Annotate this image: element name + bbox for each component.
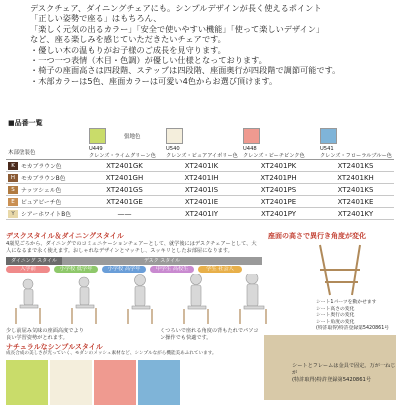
legend-line: シート奥行の変化	[316, 313, 355, 319]
fabric-code: U541	[320, 146, 334, 152]
growth-illustration	[6, 274, 296, 326]
fabric-header	[317, 126, 394, 160]
sku-cell: XT2401IS	[163, 184, 240, 196]
fabric-code: U449	[89, 146, 103, 152]
note-text	[292, 363, 396, 384]
intro-line: ・一つ一つ表情（木目・色調）が優しい仕様となっております。	[30, 55, 267, 66]
fabric-code: U448	[243, 146, 257, 152]
child-figure	[76, 277, 94, 308]
intro-line: など、座る楽しみを感じていただきたいチェアです。	[30, 34, 226, 45]
fabric-swatch	[89, 128, 106, 144]
fabric-header	[163, 126, 240, 160]
sku-cell: XT2401KE	[317, 196, 394, 208]
sku-cell: XT2401IK	[163, 160, 240, 172]
chair-lines	[16, 308, 266, 324]
fabric-swatch	[243, 128, 260, 144]
child-figure	[20, 279, 38, 308]
child-figure	[188, 274, 206, 309]
sku-cell: XT2401PK	[240, 160, 317, 172]
fabric-name: クレンズ・ピュアアイボリー色	[166, 153, 238, 159]
natural-text: 成長合成の美しさが光っていく、モダンのメッシュ素材など、シンプルながら機能美あふれています。	[6, 351, 217, 356]
section-heading-natural: ナチュラルなシンプルスタイル	[6, 343, 103, 351]
fabric-swatch	[320, 128, 337, 144]
fabric-code: U540	[166, 146, 180, 152]
legend-line: シート1パーツを動かせます	[316, 300, 377, 305]
sku-cell: XT2401GE	[86, 196, 163, 208]
fabric-photo	[94, 360, 136, 405]
fabric-label: 張地色	[124, 134, 141, 140]
caption-left: 少し前屈み気味の座面高度でより良い学習姿勢がとれます。	[6, 328, 84, 341]
wood-color-name: ピュアビーチ色	[21, 199, 62, 206]
fabric-photo	[6, 360, 48, 405]
sku-cell: XT2401PH	[240, 172, 317, 184]
sku-cell: XT2401IY	[163, 208, 240, 220]
sku-cell: XT2401GK	[86, 160, 163, 172]
note-line: (特許取得)特許登録第5420861号	[292, 377, 372, 383]
legend-line: (特許取得)特許登録第5420861号	[316, 326, 390, 332]
intro-line: ・優しい木の温もりがお子様のご成長を見守ります。	[30, 44, 226, 55]
caption-mid: くつろいで座れる角度の背もたれでパソコン操作でも快適です。	[160, 328, 259, 341]
intro-line: 「楽しく元気の出るカラー」「安全で使いやすい機能」「使って楽しいデザイン」	[30, 23, 325, 34]
stage-bar	[6, 257, 262, 265]
sku-cell: XT2401KY	[317, 208, 394, 220]
desk-style-text: 4歳児ごろから、ダイニングでのコミュニケーションチェアーとして、就学後にはデスクチェアーとして、大人になるまで永く使えます。おしゃれなデザインとマッチし、スッキリとしたお部屋になります。	[6, 241, 257, 254]
table-corner	[6, 126, 86, 160]
wood-color-name: ナッツシェル色	[21, 187, 62, 194]
age-tag: 小学校 低学年	[54, 266, 98, 273]
product-table	[6, 126, 394, 220]
intro-line: 「正しい姿勢で座る」はもちろん、	[30, 13, 162, 24]
wood-color-name: モカブラウンB色	[21, 175, 66, 182]
sku-cell: XT2401IE	[163, 196, 240, 208]
fabric-name: クレンズ・ライムグリーン色	[89, 153, 156, 159]
legend-line: シート角度の変化	[316, 319, 355, 325]
section-heading-height: 座面の高さで異行き角度が変化	[268, 232, 366, 240]
intro-line: ・木部カラーは5色、座面カラーは可愛い4色からお選び頂けます。	[30, 75, 278, 86]
chair-side-diagram	[300, 240, 390, 300]
age-tag: 学生 社会人	[198, 266, 242, 273]
stage-desk: デスク スタイル	[62, 257, 262, 265]
wood-color-chip: E	[8, 198, 18, 206]
sku-cell: XT2401GS	[86, 184, 163, 196]
table-row	[6, 184, 394, 196]
table-header-row	[6, 126, 394, 160]
sku-cell: XT2401PY	[240, 208, 317, 220]
wood-color-name: シアーホワイトB色	[21, 211, 72, 218]
age-tag: 小学校 高学年	[102, 266, 146, 273]
wood-color-chip: H	[8, 174, 18, 182]
fabric-swatch	[166, 128, 183, 144]
section-heading-desk-style: デスクスタイル＆ダイニングスタイル	[6, 232, 124, 240]
child-figure	[132, 275, 150, 310]
age-tag: 入学前	[6, 266, 50, 273]
product-list-title: ■品番一覧	[8, 119, 43, 127]
sku-cell: XT2401PS	[240, 184, 317, 196]
age-tags	[6, 266, 246, 273]
sku-cell: XT2401PE	[240, 196, 317, 208]
fabric-name: クレンズ・フローラルブルー色	[320, 153, 392, 159]
wood-color-chip: S	[8, 186, 18, 194]
child-figure	[244, 274, 264, 309]
fabric-photo	[50, 360, 92, 405]
intro-text	[30, 3, 390, 86]
fabric-name: クレンズ・ピーチピンク色	[243, 153, 305, 159]
sku-cell: ——	[86, 208, 163, 220]
note-line: シートとフレームは金具で固定。万が一ねじが	[292, 363, 396, 376]
age-tag: 中学生 高校生	[150, 266, 194, 273]
table-row	[6, 172, 394, 184]
fabric-header	[240, 126, 317, 160]
table-row	[6, 196, 394, 208]
fabric-photos	[6, 360, 182, 405]
legend-box	[316, 300, 390, 333]
note-photo	[264, 335, 396, 400]
sku-cell: XT2401KS	[317, 160, 394, 172]
wood-color-chip: Y	[8, 210, 18, 218]
table-row	[6, 160, 394, 172]
table-row	[6, 208, 394, 220]
legend-line: シート高さの変化	[316, 306, 355, 312]
sku-cell: XT2401IH	[163, 172, 240, 184]
fabric-photo	[138, 360, 180, 405]
stage-dining: ダイニング スタイル	[6, 257, 62, 265]
seat-color-label: 木部塗装色	[8, 150, 36, 156]
sku-cell: XT2401GH	[86, 172, 163, 184]
wood-color-name: モカブラウン色	[21, 163, 62, 170]
wood-color-chip: K	[8, 162, 18, 170]
intro-line: ・椅子の座面高さは四段階、ステップは四段階、座面奥行が四段階で調節可能です。	[30, 65, 341, 76]
sku-cell: XT2401KS	[317, 184, 394, 196]
sku-cell: XT2401KH	[317, 172, 394, 184]
intro-line: デスクチェア、ダイニングチェアにも。シンプルデザインが長く使えるポイント	[30, 3, 322, 13]
fabric-header	[86, 126, 163, 160]
